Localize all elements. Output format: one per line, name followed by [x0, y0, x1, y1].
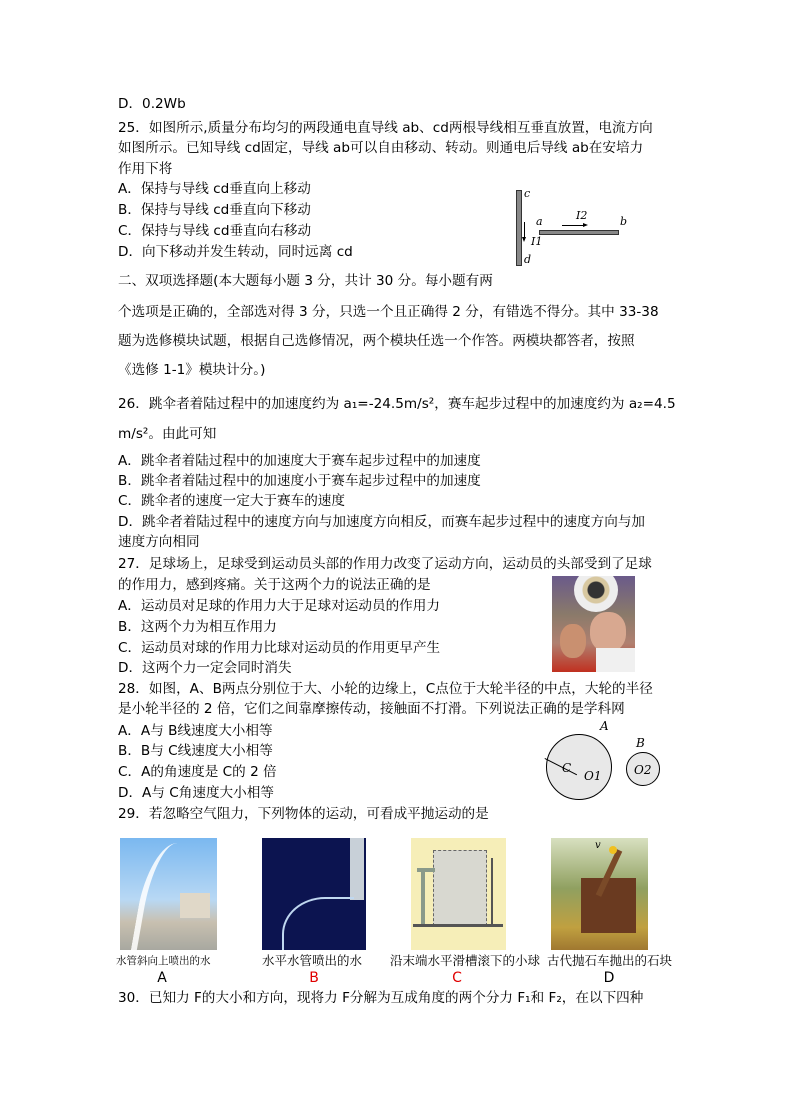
- q25-stem-3: 作用下将: [118, 161, 173, 177]
- q28-stem-2: 是小轮半径的 2 倍，它们之间靠摩擦传动，接触面不打滑。下列说法正确的是学科网: [118, 701, 625, 717]
- q24-option-d: D．0.2Wb: [118, 96, 186, 112]
- image-c-ramp-ball: [411, 838, 506, 950]
- q27-option-c: C．运动员对球的作用力比球对运动员的作用更早产生: [118, 640, 441, 656]
- q26-stem-1: 26．跳伞者着陆过程中的加速度约为 a₁=-24.5m/s²，赛车起步过程中的加速度约为 a₂=4.5: [118, 396, 676, 412]
- q26-option-d-cont: 速度方向相同: [118, 534, 200, 550]
- q27-option-b: B．这两个力为相互作用力: [118, 619, 277, 635]
- wheels-diagram: [540, 720, 670, 806]
- q25-option-b: B．保持与导线 cd垂直向下移动: [118, 202, 311, 218]
- label-O2: O2: [634, 763, 652, 777]
- q30-stem: 30．已知力 F的大小和方向，现将力 F分解为互成角度的两个分力 F₁和 F₂，在以下四种: [118, 990, 644, 1006]
- label-C: C: [562, 761, 572, 775]
- q28-option-b: B．B与 C线速度大小相等: [118, 743, 273, 759]
- q25-option-c: C．保持与导线 cd垂直向右移动: [118, 223, 312, 239]
- image-b-horizontal-pipe: [262, 838, 366, 950]
- caption-a: 水管斜向上喷出的水: [116, 955, 211, 967]
- letter-c: C: [452, 970, 462, 986]
- caption-d: 古代抛石车抛出的石块: [547, 953, 673, 968]
- label-c: c: [524, 187, 531, 200]
- label-O1: O1: [584, 769, 602, 783]
- q27-option-a: A．运动员对足球的作用力大于足球对运动员的作用力: [118, 598, 440, 614]
- q27-stem-1: 27．足球场上，足球受到运动员头部的作用力改变了运动方向，运动员的头部受到了足球: [118, 556, 652, 572]
- section2-line-4: 《选修 1-1》模块计分。): [118, 362, 266, 378]
- q25-option-d: D．向下移动并发生转动，同时远离 cd: [118, 244, 353, 260]
- wire-diagram: [510, 186, 640, 270]
- label-a: a: [536, 215, 543, 228]
- soccer-header-photo: [552, 576, 635, 672]
- current-arrow-right-icon: [562, 225, 584, 226]
- q27-option-d: D．这两个力一定会同时消失: [118, 660, 292, 676]
- label-b: b: [620, 215, 628, 228]
- image-a-water-jet: [120, 838, 217, 950]
- label-B: B: [636, 736, 645, 750]
- q27-stem-2: 的作用力，感到疼痛。关于这两个力的说法正确的是: [118, 577, 431, 593]
- q28-option-c: C．A的角速度是 C的 2 倍: [118, 764, 277, 780]
- q26-option-c: C．跳伞者的速度一定大于赛车的速度: [118, 493, 345, 509]
- section2-line-3: 题为选修模块试题，根据自己选修情况，两个模块任选一个作答。两模块都答者，按照: [118, 333, 635, 349]
- letter-b: B: [309, 970, 319, 986]
- label-d: d: [524, 253, 532, 266]
- q28-option-a: A．A与 B线速度大小相等: [118, 723, 273, 739]
- caption-b: 水平水管喷出的水: [262, 953, 363, 968]
- q25-stem-1: 25．如图所示,质量分布均匀的两段通电直导线 ab、cd两根导线相互垂直放置，电流方向: [118, 120, 653, 136]
- q28-stem-1: 28．如图，A、B两点分别位于大、小轮的边缘上，C点位于大轮半径的中点，大轮的半径: [118, 681, 653, 697]
- q25-stem-2: 如图所示。已知导线 cd固定，导线 ab可以自由移动、转动。则通电后导线 ab在安培力: [118, 140, 644, 156]
- section2-line-1: 二、双项选择题(本大题每小题 3 分，共计 30 分。每小题有两: [118, 273, 493, 289]
- q25-option-a: A．保持与导线 cd垂直向上移动: [118, 181, 311, 197]
- letter-d: D: [603, 970, 615, 986]
- q29-stem: 29．若忽略空气阻力，下列物体的运动，可看成平抛运动的是: [118, 806, 489, 822]
- image-d-catapult: [551, 838, 648, 950]
- current-arrow-down-icon: [524, 222, 525, 238]
- q26-option-b: B．跳伞者着陆过程中的加速度小于赛车起步过程中的加速度: [118, 473, 481, 489]
- label-A: A: [600, 719, 609, 733]
- letter-a: A: [157, 970, 167, 986]
- q26-option-a: A．跳伞者着陆过程中的加速度大于赛车起步过程中的加速度: [118, 453, 481, 469]
- q26-stem-2: m/s²。由此可知: [118, 426, 217, 442]
- caption-c: 沿末端水平滑槽滚下的小球: [390, 953, 541, 968]
- q26-option-d: D．跳伞者着陆过程中的速度方向与加速度方向相反，而赛车起步过程中的速度方向与加: [118, 514, 646, 530]
- section2-line-2: 个选项是正确的，全部选对得 3 分，只选一个且正确得 2 分，有错选不得分。其中 33-38: [118, 304, 659, 320]
- label-i1: I1: [531, 235, 543, 248]
- q28-option-d: D．A与 C角速度大小相等: [118, 785, 274, 801]
- label-i2: I2: [576, 209, 588, 222]
- velocity-label: v: [595, 840, 601, 851]
